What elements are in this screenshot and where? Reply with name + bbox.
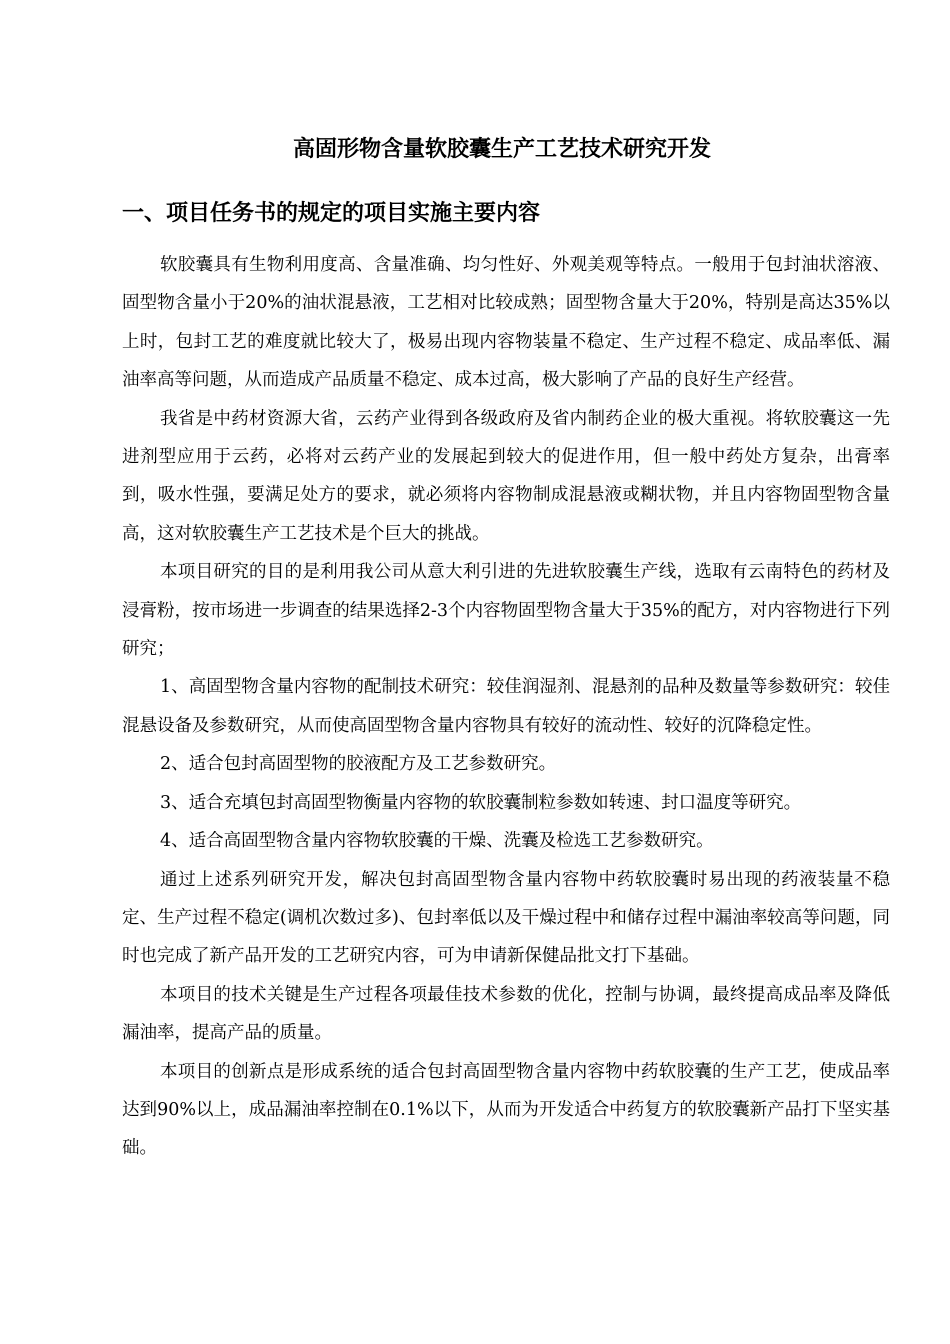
- document-title: 高固形物含量软胶囊生产工艺技术研究开发: [292, 136, 711, 162]
- list-item: 1、高固型物含量内容物的配制技术研究：较佳润湿剂、混悬剂的品种及数量等参数研究：较佳混悬设备及参数研究，从而使高固型物含量内容物具有较好的流动性、较好的沉降稳定性。: [122, 677, 890, 736]
- list-item: 2、适合包封高固型物的胶液配方及工艺参数研究。: [160, 754, 557, 775]
- paragraph: 我省是中药材资源大省，云药产业得到各级政府及省内制药企业的极大重视。将软胶囊这一先进剂型应用于云药，必将对云药产业的发展起到较大的促进作用，但一般中药处方复杂，出膏率到，吸水性强，要满足处方的要求，就必须将内容物制成混悬液或糊状物，并且内容物固型物含量高，这对软胶囊生产工艺技术是个巨大的挑战。: [122, 408, 890, 544]
- paragraph: 本项目的创新点是形成系统的适合包封高固型物含量内容物中药软胶囊的生产工艺，使成品率达到90%以上，成品漏油率控制在0.1%以下，从而为开发适合中药复方的软胶囊新产品打下坚实基础。: [122, 1061, 890, 1159]
- body-text: [122, 246, 890, 1168]
- list-item: 3、适合充填包封高固型物衡量内容物的软胶囊制粒参数如转速、封口温度等研究。: [160, 792, 802, 813]
- list-item: 4、适合高固型物含量内容物软胶囊的干燥、洗囊及检选工艺参数研究。: [160, 831, 714, 852]
- paragraph: 通过上述系列研究开发，解决包封高固型物含量内容物中药软胶囊时易出现的药液装量不稳定、生产过程不稳定(调机次数过多)、包封率低以及干燥过程中和储存过程中漏油率较高等问题，同时也完成了新产品开发的工艺研究内容，可为申请新保健品批文打下基础。: [122, 869, 890, 967]
- paragraph: 软胶囊具有生物利用度高、含量准确、均匀性好、外观美观等特点。一般用于包封油状溶液、固型物含量小于20%的油状混悬液，工艺相对比较成熟；固型物含量大于20%，特别是高达35%以上时，包封工艺的难度就比较大了，极易出现内容物装量不稳定、生产过程不稳定、成品率低、漏油率高等问题，从而造成产品质量不稳定、成本过高，极大影响了产品的良好生产经营。: [122, 255, 890, 391]
- paragraph: 本项目研究的目的是利用我公司从意大利引进的先进软胶囊生产线，选取有云南特色的药材及浸膏粉，按市场进一步调查的结果选择2-3个内容物固型物含量大于35%的配方，对内容物进行下列研究；: [122, 562, 890, 660]
- paragraph: 本项目的技术关键是生产过程各项最佳技术参数的优化，控制与协调，最终提高成品率及降低漏油率，提高产品的质量。: [122, 984, 890, 1044]
- section-heading: 一、项目任务书的规定的项目实施主要内容: [122, 200, 541, 226]
